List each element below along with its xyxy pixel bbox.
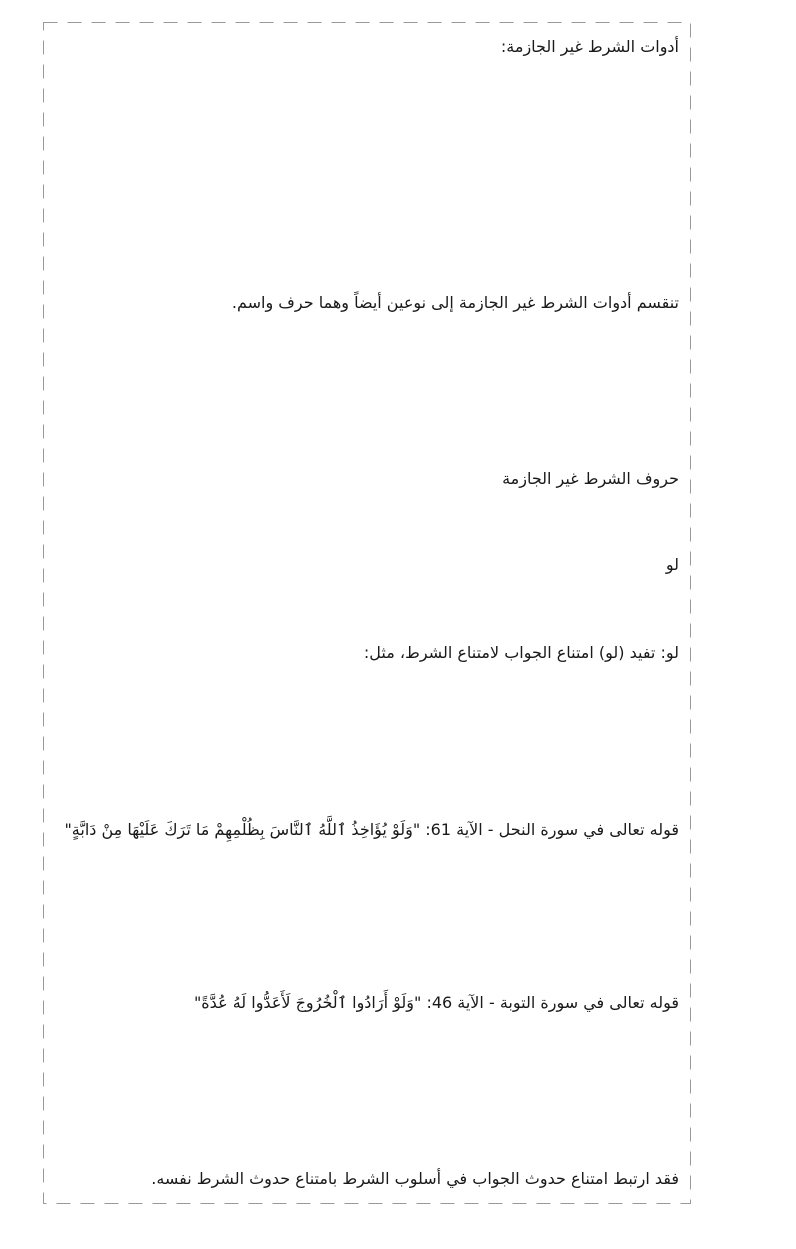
example-nahl: قوله تعالى في سورة النحل - الآية 61: "وَلَوْ يُؤَاخِذُ ٱللَّهُ ٱلنَّاسَ بِظُلْمِهِمْ مَا تَرَكَ عَلَيْهَا مِنْ دَابَّةٍ" [64,820,679,839]
definition-law: لو: تفيد (لو) امتناع الجواب لامتناع الشرط، مثل: [363,643,679,662]
heading-non-jussive-tools: أدوات الشرط غير الجازمة: [500,37,679,56]
dashed-border [43,22,691,1204]
subheading-particles: حروف الشرط غير الجازمة [502,469,679,488]
document-frame [43,22,691,1204]
example-tawbah: قوله تعالى في سورة التوبة - الآية 46: "وَلَوْ أَرَادُوا ٱلْخُرُوجَ لَأَعَدُّوا لَهُ عُدَّةً" [193,993,679,1012]
conclusion-paragraph: فقد ارتبط امتناع حدوث الجواب في أسلوب الشرط بامتناع حدوث الشرط نفسه. [151,1169,679,1188]
paragraph-division: تنقسم أدوات الشرط غير الجازمة إلى نوعين أيضاً وهما حرف واسم. [231,293,679,312]
term-law: لو [665,555,679,574]
